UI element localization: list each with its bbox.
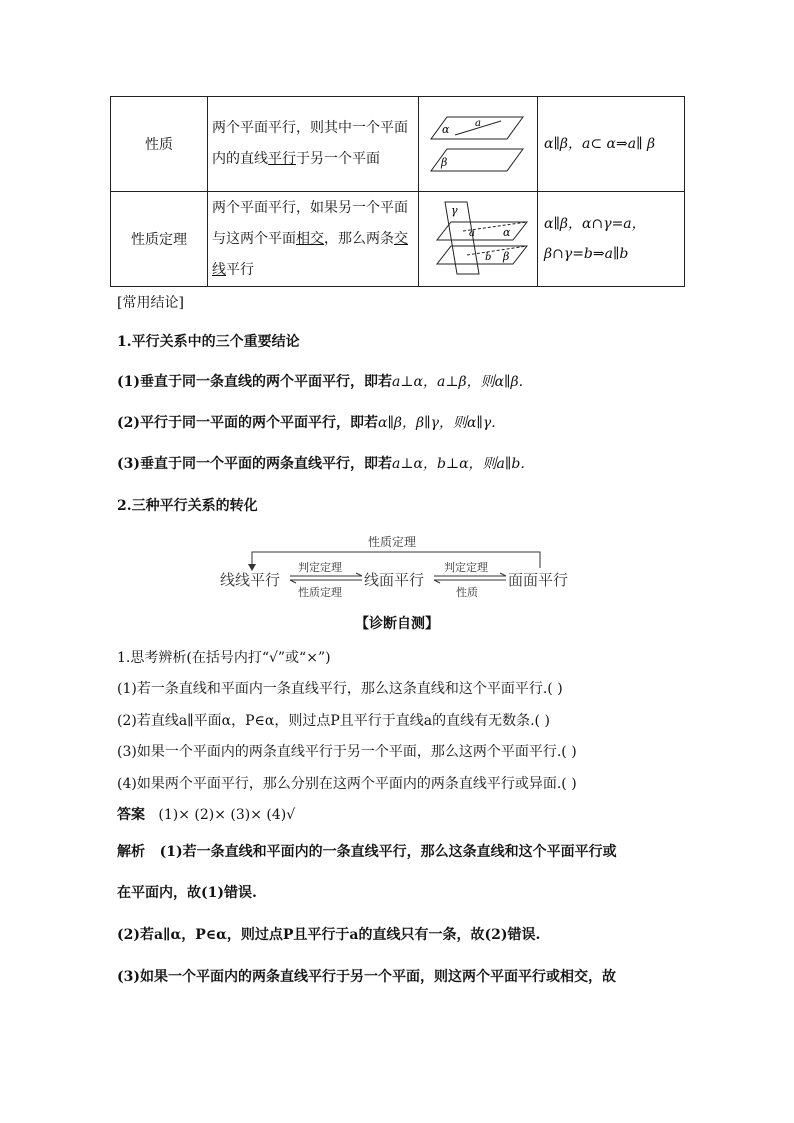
conclusions-header: [常用结论] [117, 295, 184, 311]
conclusion-math: α∥β，β∥γ，则α∥γ. [378, 415, 496, 431]
table-row [111, 192, 685, 287]
parallel-relation-diagram [218, 530, 583, 602]
answer-value: (1)× (2)× (3)× (4)√ [158, 807, 296, 823]
analysis-line [117, 841, 617, 861]
analysis-line: 在平面内，故(1)错误. [117, 885, 257, 901]
three-planes-figure [419, 192, 537, 282]
label-a: a [469, 228, 475, 239]
conclusions-title-1: 1.平行关系中的三个重要结论 [117, 334, 300, 350]
properties-table [110, 96, 685, 287]
section-title: 【诊断自测】 [355, 616, 439, 632]
row-name: 性质定理 [111, 192, 208, 287]
answer-label: 答案 [117, 807, 145, 823]
top-arrow-label: 性质定理 [368, 535, 417, 549]
conclusions-title-2: 2.三种平行关系的转化 [117, 498, 258, 514]
desc-underlined: 交线 [212, 230, 408, 278]
label-alpha: α [442, 123, 450, 136]
row-figure [419, 97, 538, 192]
conclusion-item [117, 412, 496, 432]
table-row [111, 97, 685, 192]
desc-underlined: 平行 [268, 151, 296, 167]
node-line-line: 线线平行 [220, 571, 281, 589]
desc-text: ，那么两条 [324, 230, 394, 247]
question-item: (2)若直线a∥平面α，P∈α，则过点P且平行于直线a的直线有无数条.( ) [117, 713, 550, 729]
question-item: (3)如果一个平面内的两条直线平行于另一个平面，那么这两个平面平行.( ) [117, 744, 577, 760]
analysis-label: 解析 [117, 844, 145, 860]
label-beta: β [441, 156, 448, 169]
node-line-plane: 线面平行 [364, 571, 425, 589]
arrow1-top-label: 判定定理 [298, 561, 342, 574]
conclusion-math: a⊥α，b⊥α，则a∥b. [392, 456, 525, 472]
question-title: 1.思考辨析(在括号内打“√”或“×”) [117, 650, 331, 666]
row-name: 性质 [111, 97, 208, 192]
row-symbol: α∥β，a⊂ α⇒a∥ β [538, 97, 685, 192]
desc-text: 平行 [226, 261, 254, 278]
row-figure [419, 192, 538, 287]
conclusion-math: a⊥α，a⊥β，则α∥β. [392, 374, 524, 390]
conclusion-text: (2)平行于同一平面的两个平面平行，即若 [117, 415, 378, 431]
parallel-planes-figure [419, 97, 537, 187]
analysis-line: (2)若a∥α，P∈α，则过点P且平行于a的直线只有一条，故(2)错误. [117, 927, 541, 943]
row-description [208, 192, 419, 287]
row-symbol: α∥β，α∩γ=a，β∩γ=b⇒a∥b [538, 192, 685, 287]
answer-line [117, 804, 295, 824]
row-description [208, 97, 419, 192]
arrow2-top-label: 判定定理 [444, 561, 488, 574]
node-plane-plane: 面面平行 [508, 571, 569, 589]
label-gamma: γ [451, 204, 458, 217]
analysis-line: (3)如果一个平面内的两条直线平行于另一个平面，则这两个平面平行或相交，故 [117, 969, 616, 985]
label-b: b [485, 252, 492, 263]
analysis-text: (1)若一条直线和平面内的一条直线平行，那么这条直线和这个平面平行或 [159, 844, 617, 860]
desc-text: 两个平面平行，如果另一个平面与这两个平面 [212, 199, 408, 247]
label-a: a [475, 118, 481, 129]
conclusion-item [117, 371, 523, 391]
desc-underlined: 相交 [296, 230, 324, 247]
desc-text: 于另一个平面 [296, 151, 380, 167]
arrow1-bottom-label: 性质定理 [298, 586, 342, 599]
label-beta: β [503, 250, 510, 263]
question-item: (4)如果两个平面平行，那么分别在这两个平面内的两条直线平行或异面.( ) [117, 776, 577, 792]
arrow2-bottom-label: 性质 [456, 586, 478, 599]
label-alpha: α [503, 226, 511, 239]
arrow-head [248, 564, 256, 571]
conclusion-text: (1)垂直于同一条直线的两个平面平行，即若 [117, 374, 392, 390]
conclusion-item [117, 453, 525, 473]
desc-text: 两个平面平行，则其中一个平面内的直线 [212, 120, 408, 167]
question-item: (1)若一条直线和平面内一条直线平行，那么这条直线和这个平面平行.( ) [117, 681, 563, 697]
conclusion-text: (3)垂直于同一个平面的两条直线平行，即若 [117, 456, 392, 472]
